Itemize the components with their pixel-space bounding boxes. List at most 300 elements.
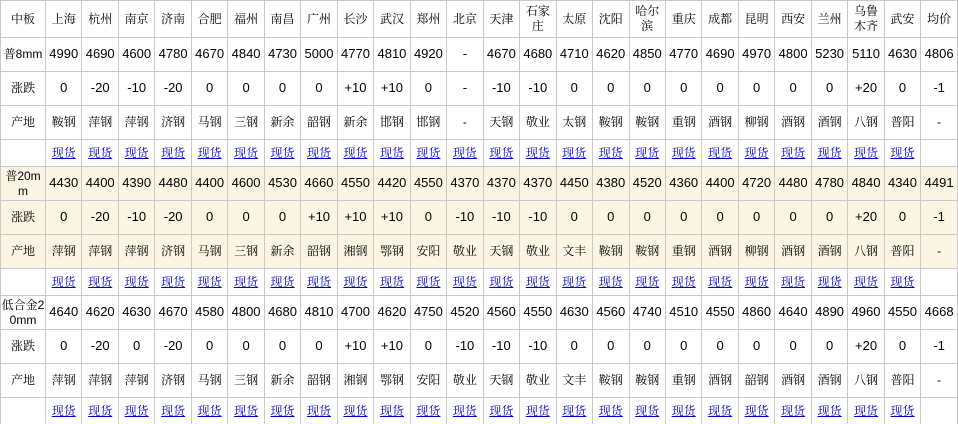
section-price-row — [1, 167, 958, 201]
city-header: 济南 — [155, 1, 191, 38]
spot-cell — [118, 269, 154, 296]
city-header: 南昌 — [264, 1, 300, 38]
change-cell: -10 — [447, 330, 483, 364]
change-cell: - — [447, 72, 483, 106]
change-cell: -10 — [520, 201, 556, 235]
origin-cell: 三钢 — [228, 235, 264, 269]
change-cell: -1 — [921, 201, 958, 235]
spot-link[interactable]: 现货 — [671, 145, 696, 160]
price-cell: 4520 — [447, 296, 483, 330]
origin-cell: 邯钢 — [410, 106, 446, 140]
spot-link[interactable]: 现货 — [234, 274, 259, 289]
change-cell: +10 — [337, 330, 373, 364]
change-cell: 0 — [738, 72, 774, 106]
origin-cell: 鄂钢 — [374, 235, 410, 269]
spot-link[interactable]: 现货 — [452, 274, 477, 289]
spot-link[interactable]: 现货 — [598, 274, 623, 289]
spot-link[interactable]: 现货 — [598, 145, 623, 160]
origin-cell: 普阳 — [884, 106, 920, 140]
price-cell: 4680 — [520, 38, 556, 72]
price-cell: 4690 — [82, 38, 118, 72]
row-label-change: 涨跌 — [1, 72, 46, 106]
origin-cell: 湘钢 — [337, 364, 373, 398]
change-cell: -10 — [520, 330, 556, 364]
spot-link[interactable]: 现货 — [817, 274, 842, 289]
spot-cell — [593, 269, 629, 296]
city-header: 昆明 — [738, 1, 774, 38]
spot-link[interactable]: 现货 — [51, 145, 76, 160]
change-cell: -10 — [520, 72, 556, 106]
city-header: 长沙 — [337, 1, 373, 38]
spot-cell — [775, 140, 811, 167]
spot-cell — [264, 140, 300, 167]
origin-cell: 济钢 — [155, 106, 191, 140]
origin-cell: 太钢 — [556, 106, 592, 140]
spot-link[interactable]: 现货 — [124, 274, 149, 289]
price-cell: 4630 — [118, 296, 154, 330]
price-cell: 4630 — [556, 296, 592, 330]
spot-link[interactable]: 现货 — [562, 403, 587, 418]
spot-link[interactable]: 现货 — [88, 145, 113, 160]
price-cell: 4630 — [884, 38, 920, 72]
origin-cell: 普阳 — [884, 364, 920, 398]
change-cell: -20 — [155, 72, 191, 106]
price-cell: 4580 — [191, 296, 227, 330]
price-cell: - — [447, 38, 483, 72]
origin-cell: 酒钢 — [702, 106, 738, 140]
price-cell: 4560 — [593, 296, 629, 330]
spot-link[interactable]: 现货 — [781, 274, 806, 289]
spot-link[interactable]: 现货 — [890, 274, 915, 289]
change-cell: 0 — [738, 330, 774, 364]
origin-cell: 鞍钢 — [46, 106, 82, 140]
origin-cell: 柳钢 — [738, 235, 774, 269]
change-cell: 0 — [665, 72, 701, 106]
corner-label: 中板 — [1, 1, 46, 38]
price-cell: 4360 — [665, 167, 701, 201]
price-cell: 4960 — [848, 296, 884, 330]
change-cell: 0 — [264, 201, 300, 235]
spot-cell — [46, 269, 82, 296]
origin-cell: 韶钢 — [301, 364, 337, 398]
section-price-row — [1, 296, 958, 330]
change-cell: +10 — [337, 72, 373, 106]
spot-link[interactable]: 现货 — [307, 145, 332, 160]
spot-cell — [665, 398, 701, 424]
spot-link[interactable]: 现货 — [343, 145, 368, 160]
section-spot-row — [1, 398, 958, 424]
spot-link[interactable]: 现货 — [671, 403, 696, 418]
origin-cell: 天钢 — [483, 106, 519, 140]
spot-cell — [337, 398, 373, 424]
section-change-row — [1, 201, 958, 235]
price-cell: 4480 — [155, 167, 191, 201]
origin-cell: 济钢 — [155, 235, 191, 269]
spot-link[interactable]: 现货 — [562, 274, 587, 289]
spot-link[interactable]: 现货 — [890, 145, 915, 160]
spot-link[interactable]: 现货 — [781, 403, 806, 418]
section-origin-row — [1, 235, 958, 269]
price-cell: 4670 — [155, 296, 191, 330]
city-header: 西安 — [775, 1, 811, 38]
change-cell: -20 — [155, 201, 191, 235]
city-header: 天津 — [483, 1, 519, 38]
spot-link[interactable]: 现货 — [854, 274, 879, 289]
spot-link[interactable]: 现货 — [234, 145, 259, 160]
origin-cell: 天钢 — [483, 235, 519, 269]
origin-cell: 敬业 — [520, 235, 556, 269]
change-cell: +20 — [848, 201, 884, 235]
spot-link[interactable]: 现货 — [161, 274, 186, 289]
change-cell: 0 — [264, 330, 300, 364]
change-cell: 0 — [738, 201, 774, 235]
change-cell: -1 — [921, 330, 958, 364]
change-cell: 0 — [556, 201, 592, 235]
spot-link[interactable]: 现货 — [781, 145, 806, 160]
row-label-origin: 产地 — [1, 364, 46, 398]
spot-cell — [46, 398, 82, 424]
price-cell: 4600 — [118, 38, 154, 72]
spot-link[interactable]: 现货 — [635, 403, 660, 418]
origin-cell: 安阳 — [410, 364, 446, 398]
spot-link[interactable]: 现货 — [379, 403, 404, 418]
header-row — [1, 1, 958, 38]
spot-link[interactable]: 现货 — [817, 145, 842, 160]
price-cell: 4620 — [593, 38, 629, 72]
origin-cell: 鞍钢 — [593, 364, 629, 398]
origin-cell: 萍钢 — [46, 364, 82, 398]
change-cell: 0 — [410, 330, 446, 364]
spot-cell — [811, 398, 847, 424]
origin-cell: 韶钢 — [738, 364, 774, 398]
table-body — [1, 38, 958, 424]
spot-link[interactable]: 现货 — [817, 403, 842, 418]
origin-cell: 三钢 — [228, 364, 264, 398]
price-cell: 4530 — [264, 167, 300, 201]
origin-cell: 酒钢 — [702, 364, 738, 398]
price-cell: 4550 — [337, 167, 373, 201]
price-cell: 4620 — [82, 296, 118, 330]
spot-link[interactable]: 现货 — [197, 145, 222, 160]
spot-cell — [848, 398, 884, 424]
spot-link[interactable]: 现货 — [124, 145, 149, 160]
city-header: 广州 — [301, 1, 337, 38]
price-cell: 4380 — [593, 167, 629, 201]
price-cell: 4560 — [483, 296, 519, 330]
spot-link[interactable]: 现货 — [671, 274, 696, 289]
spot-cell — [46, 140, 82, 167]
price-cell: 4600 — [228, 167, 264, 201]
origin-cell: 重钢 — [665, 235, 701, 269]
change-cell: -20 — [82, 330, 118, 364]
price-cell: 4640 — [46, 296, 82, 330]
origin-cell: 八钢 — [848, 235, 884, 269]
spot-link[interactable]: 现货 — [343, 274, 368, 289]
spot-cell — [155, 398, 191, 424]
change-cell: -10 — [483, 330, 519, 364]
price-cell: 4370 — [483, 167, 519, 201]
spot-link[interactable]: 现货 — [416, 145, 441, 160]
spot-cell — [520, 269, 556, 296]
spot-link[interactable]: 现货 — [452, 145, 477, 160]
change-cell: 0 — [228, 201, 264, 235]
origin-cell: 邯钢 — [374, 106, 410, 140]
change-cell: +10 — [374, 201, 410, 235]
spot-cell — [702, 398, 738, 424]
price-cell: 4400 — [702, 167, 738, 201]
price-cell: 4370 — [447, 167, 483, 201]
row-label-change: 涨跌 — [1, 201, 46, 235]
change-cell: -10 — [447, 201, 483, 235]
price-cell: 4510 — [665, 296, 701, 330]
spot-link[interactable]: 现货 — [489, 274, 514, 289]
origin-cell: - — [447, 106, 483, 140]
price-cell: 4670 — [191, 38, 227, 72]
origin-cell: 鄂钢 — [374, 364, 410, 398]
spot-cell — [301, 269, 337, 296]
spot-link[interactable]: 现货 — [635, 274, 660, 289]
origin-cell: 马钢 — [191, 106, 227, 140]
change-cell: 0 — [301, 72, 337, 106]
origin-cell: 马钢 — [191, 235, 227, 269]
price-cell: 4370 — [520, 167, 556, 201]
city-header: 郑州 — [410, 1, 446, 38]
change-cell: 0 — [775, 330, 811, 364]
spot-link[interactable]: 现货 — [270, 403, 295, 418]
price-cell: 4550 — [410, 167, 446, 201]
change-cell: 0 — [593, 330, 629, 364]
city-header: 合肥 — [191, 1, 227, 38]
change-cell: +20 — [848, 330, 884, 364]
origin-cell: 八钢 — [848, 364, 884, 398]
change-cell: -10 — [118, 201, 154, 235]
spot-link[interactable]: 现货 — [379, 145, 404, 160]
change-cell: -1 — [921, 72, 958, 106]
spot-cell — [483, 269, 519, 296]
spot-cell — [848, 140, 884, 167]
spot-cell — [520, 140, 556, 167]
spot-cell — [301, 398, 337, 424]
spot-cell — [447, 398, 483, 424]
spot-link[interactable]: 现货 — [489, 145, 514, 160]
spot-cell — [665, 269, 701, 296]
spot-link[interactable]: 现货 — [525, 403, 550, 418]
price-cell: 4990 — [46, 38, 82, 72]
change-cell: 0 — [46, 330, 82, 364]
price-cell: 5000 — [301, 38, 337, 72]
change-cell: 0 — [884, 330, 920, 364]
price-cell: 4770 — [665, 38, 701, 72]
spot-link[interactable]: 现货 — [890, 403, 915, 418]
spot-cell — [447, 140, 483, 167]
spot-link[interactable]: 现货 — [708, 403, 733, 418]
price-cell: 4710 — [556, 38, 592, 72]
spot-link[interactable]: 现货 — [854, 403, 879, 418]
spot-link[interactable]: 现货 — [452, 403, 477, 418]
price-cell: 4450 — [556, 167, 592, 201]
price-cell: 4690 — [702, 38, 738, 72]
origin-cell: 韶钢 — [301, 235, 337, 269]
price-cell: 4550 — [520, 296, 556, 330]
spot-link[interactable]: 现货 — [525, 274, 550, 289]
city-header: 兰州 — [811, 1, 847, 38]
spot-link[interactable]: 现货 — [270, 274, 295, 289]
origin-cell: 八钢 — [848, 106, 884, 140]
price-cell: 4730 — [264, 38, 300, 72]
origin-cell: 萍钢 — [118, 235, 154, 269]
price-cell: 4780 — [155, 38, 191, 72]
change-cell: 0 — [118, 330, 154, 364]
origin-cell: 敬业 — [447, 364, 483, 398]
spot-link[interactable]: 现货 — [88, 403, 113, 418]
change-cell: 0 — [593, 201, 629, 235]
change-cell: -10 — [483, 72, 519, 106]
spot-link[interactable]: 现货 — [197, 403, 222, 418]
change-cell: +10 — [337, 201, 373, 235]
row-label-change: 涨跌 — [1, 330, 46, 364]
change-cell: 0 — [775, 72, 811, 106]
city-header: 哈尔滨 — [629, 1, 665, 38]
change-cell: 0 — [884, 72, 920, 106]
spot-cell — [520, 398, 556, 424]
spot-cell — [228, 398, 264, 424]
section-change-row — [1, 330, 958, 364]
spot-cell — [738, 398, 774, 424]
change-cell: +20 — [848, 72, 884, 106]
change-cell: 0 — [191, 330, 227, 364]
city-header: 福州 — [228, 1, 264, 38]
spot-cell — [410, 269, 446, 296]
price-cell: 4390 — [118, 167, 154, 201]
spot-cell-empty — [921, 398, 958, 424]
spot-cell — [884, 140, 920, 167]
city-header: 北京 — [447, 1, 483, 38]
change-cell: +10 — [374, 72, 410, 106]
change-cell: 0 — [665, 330, 701, 364]
spot-link[interactable]: 现货 — [744, 274, 769, 289]
spot-cell — [82, 398, 118, 424]
spot-cell — [556, 140, 592, 167]
spot-link[interactable]: 现货 — [635, 145, 660, 160]
spot-cell — [228, 269, 264, 296]
origin-cell: 鞍钢 — [629, 364, 665, 398]
spot-link[interactable]: 现货 — [562, 145, 587, 160]
price-cell: 4480 — [775, 167, 811, 201]
spot-link[interactable]: 现货 — [416, 274, 441, 289]
origin-cell: 酒钢 — [811, 364, 847, 398]
spot-link[interactable]: 现货 — [51, 274, 76, 289]
origin-cell: 新余 — [337, 106, 373, 140]
price-cell: 4640 — [775, 296, 811, 330]
spot-link[interactable]: 现货 — [489, 403, 514, 418]
price-cell: 4970 — [738, 38, 774, 72]
city-header: 沈阳 — [593, 1, 629, 38]
change-cell: -20 — [82, 72, 118, 106]
change-cell: 0 — [46, 72, 82, 106]
spot-link[interactable]: 现货 — [854, 145, 879, 160]
change-cell: 0 — [46, 201, 82, 235]
change-cell: +10 — [301, 201, 337, 235]
spot-link[interactable]: 现货 — [161, 145, 186, 160]
change-cell: 0 — [191, 72, 227, 106]
spot-link[interactable]: 现货 — [197, 274, 222, 289]
section-change-row — [1, 72, 958, 106]
price-cell: 4780 — [811, 167, 847, 201]
change-cell: 0 — [884, 201, 920, 235]
change-cell: 0 — [301, 330, 337, 364]
origin-cell: 萍钢 — [118, 106, 154, 140]
spot-cell — [374, 269, 410, 296]
spot-link[interactable]: 现货 — [708, 274, 733, 289]
spot-link[interactable]: 现货 — [744, 403, 769, 418]
city-header: 均价 — [921, 1, 958, 38]
change-cell: 0 — [702, 330, 738, 364]
price-cell: 4668 — [921, 296, 958, 330]
change-cell: -20 — [82, 201, 118, 235]
spot-link[interactable]: 现货 — [343, 403, 368, 418]
spot-link[interactable]: 现货 — [379, 274, 404, 289]
spot-cell — [155, 140, 191, 167]
spot-cell — [811, 140, 847, 167]
spot-link[interactable]: 现货 — [525, 145, 550, 160]
origin-cell: - — [921, 235, 958, 269]
price-cell: 4520 — [629, 167, 665, 201]
price-cell: 4800 — [775, 38, 811, 72]
origin-cell: 文丰 — [556, 235, 592, 269]
spot-link[interactable]: 现货 — [307, 403, 332, 418]
change-cell: 0 — [191, 201, 227, 235]
spot-link[interactable]: 现货 — [307, 274, 332, 289]
spot-link[interactable]: 现货 — [88, 274, 113, 289]
spot-link[interactable]: 现货 — [598, 403, 623, 418]
spot-link[interactable]: 现货 — [416, 403, 441, 418]
row-label-product: 低合金20mm — [1, 296, 46, 330]
price-cell: 4720 — [738, 167, 774, 201]
spot-cell — [884, 269, 920, 296]
origin-cell: 萍钢 — [82, 106, 118, 140]
spot-link[interactable]: 现货 — [234, 403, 259, 418]
origin-cell: 三钢 — [228, 106, 264, 140]
origin-cell: 敬业 — [520, 364, 556, 398]
origin-cell: 天钢 — [483, 364, 519, 398]
spot-cell — [447, 269, 483, 296]
spot-link[interactable]: 现货 — [270, 145, 295, 160]
spot-link[interactable]: 现货 — [744, 145, 769, 160]
origin-cell: 新余 — [264, 106, 300, 140]
city-header: 武安 — [884, 1, 920, 38]
spot-cell — [629, 269, 665, 296]
spot-link[interactable]: 现货 — [124, 403, 149, 418]
price-cell: 4680 — [264, 296, 300, 330]
section-origin-row — [1, 364, 958, 398]
city-header: 太原 — [556, 1, 592, 38]
price-cell: 4400 — [191, 167, 227, 201]
price-cell: 4700 — [337, 296, 373, 330]
row-label-empty — [1, 140, 46, 167]
origin-cell: 湘钢 — [337, 235, 373, 269]
spot-link[interactable]: 现货 — [708, 145, 733, 160]
price-cell: 5110 — [848, 38, 884, 72]
section-spot-row — [1, 140, 958, 167]
change-cell: 0 — [811, 201, 847, 235]
spot-link[interactable]: 现货 — [161, 403, 186, 418]
spot-cell — [629, 398, 665, 424]
price-cell: 4420 — [374, 167, 410, 201]
origin-cell: 重钢 — [665, 364, 701, 398]
change-cell: 0 — [811, 72, 847, 106]
spot-link[interactable]: 现货 — [51, 403, 76, 418]
spot-cell — [884, 398, 920, 424]
